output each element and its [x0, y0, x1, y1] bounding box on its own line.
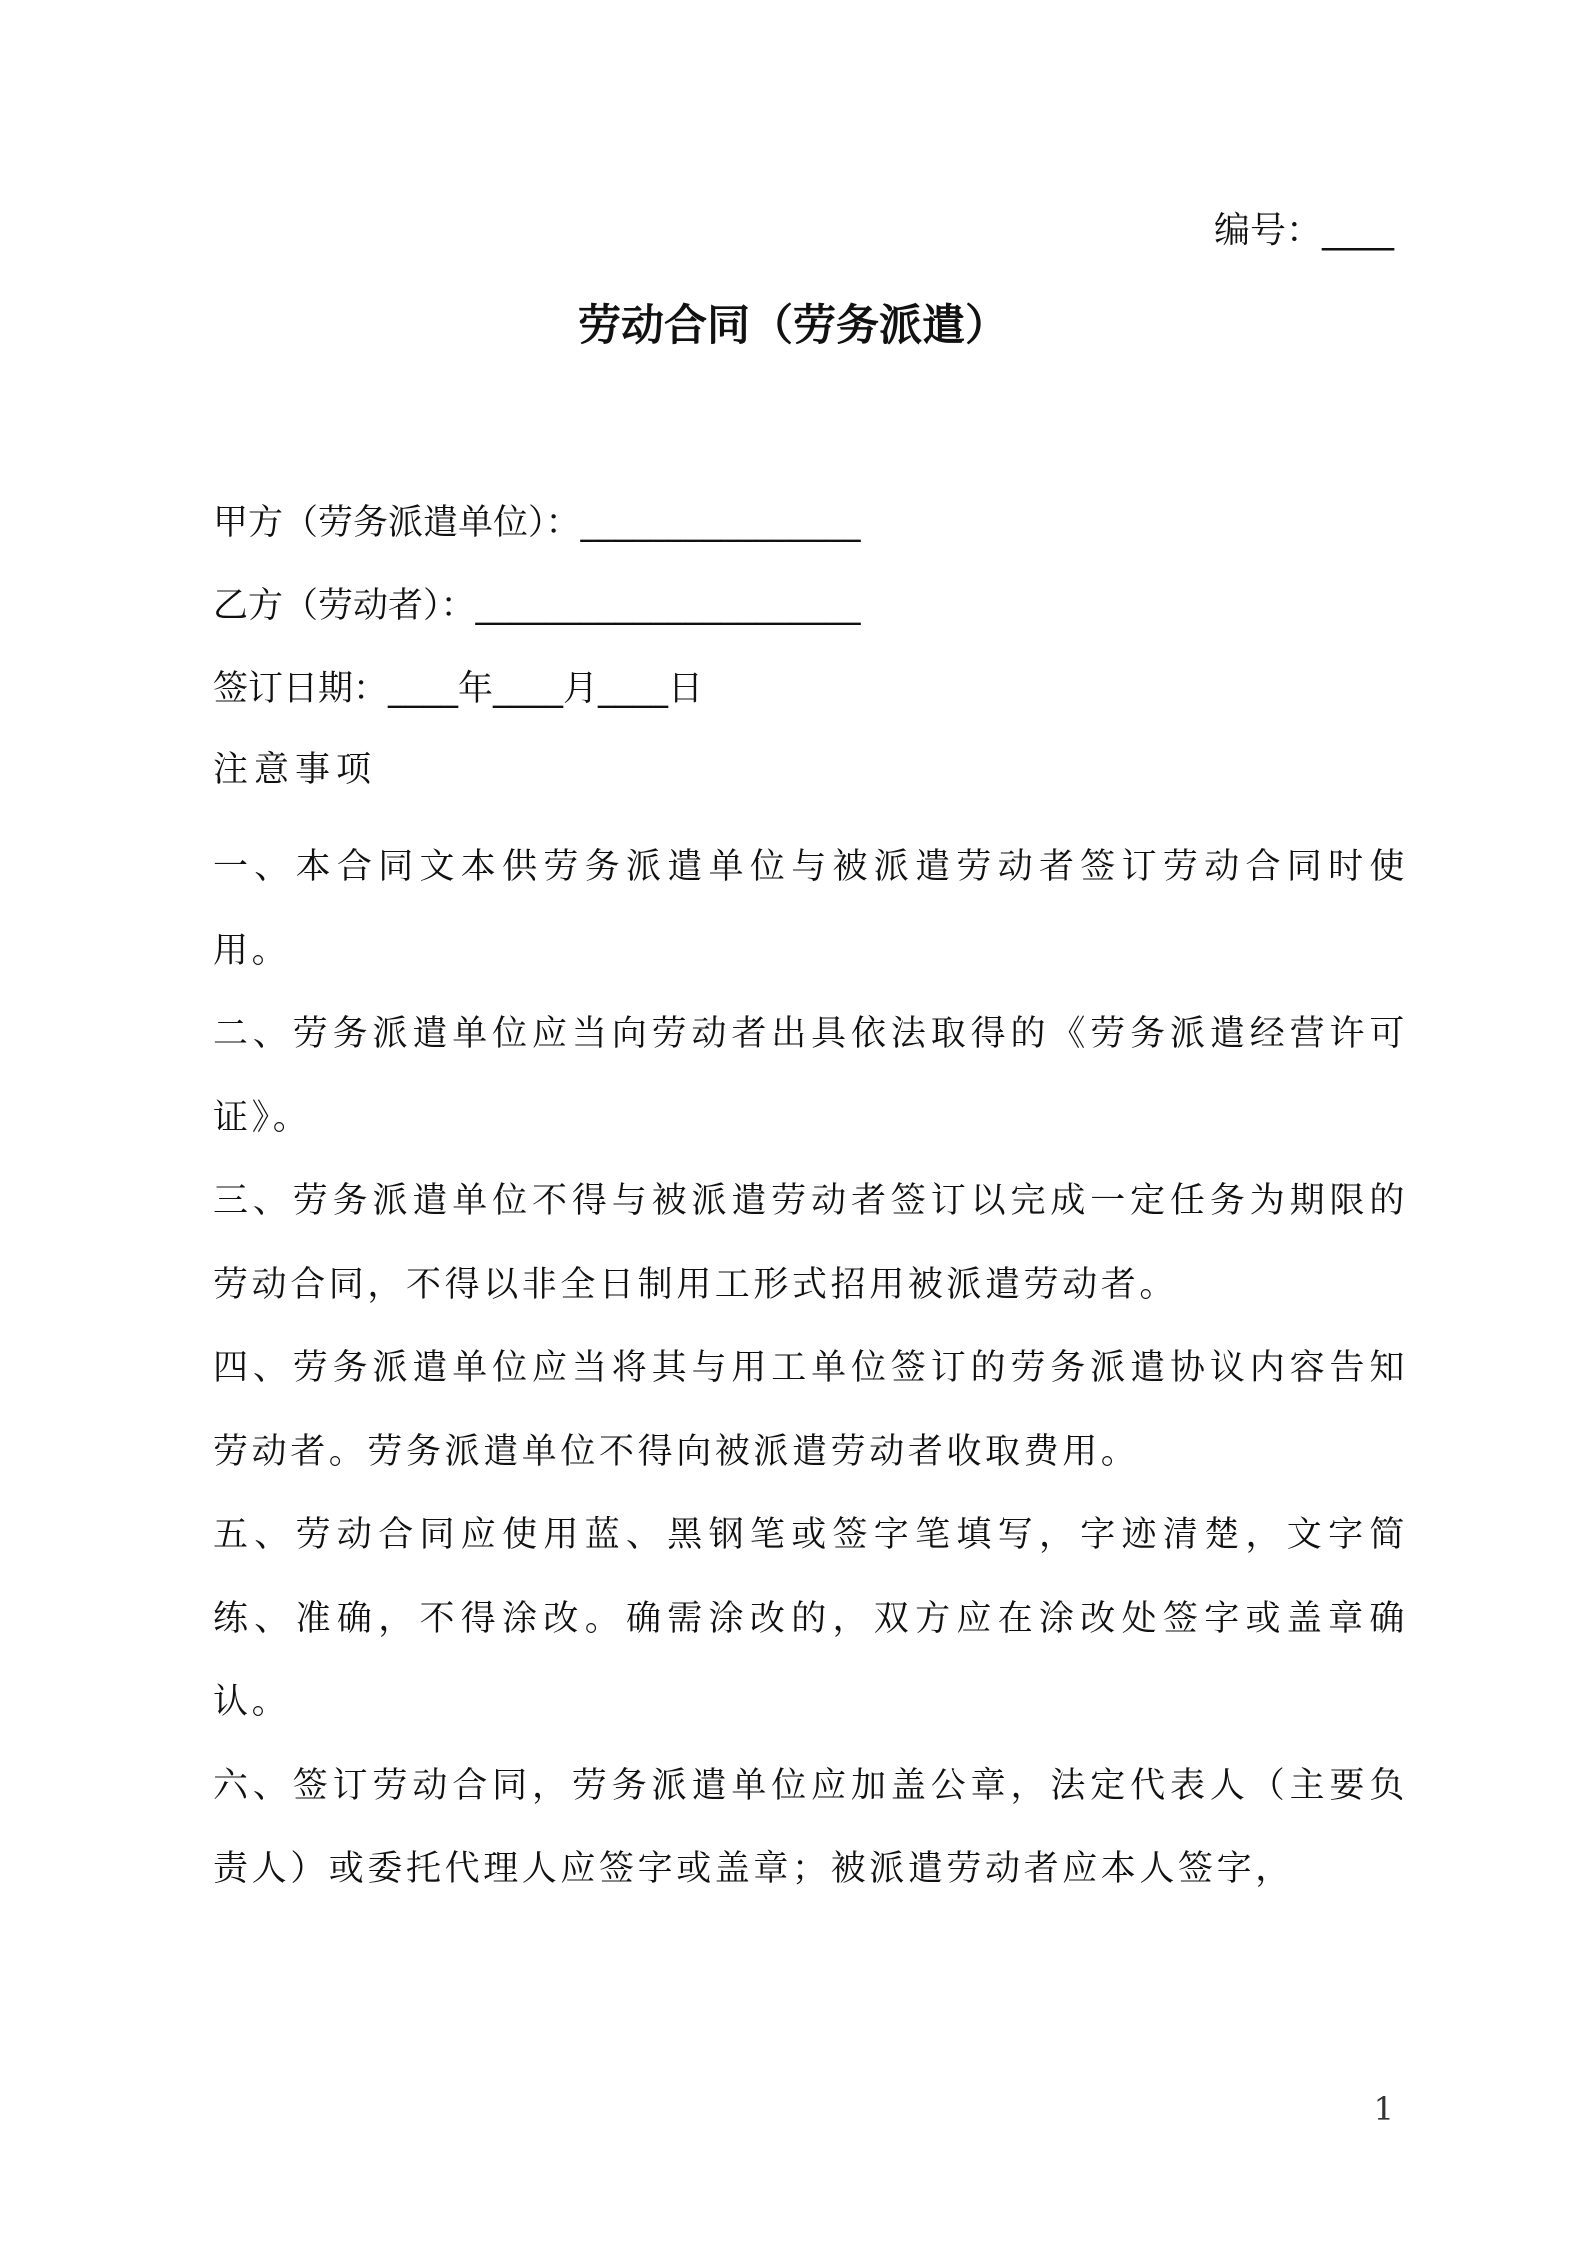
- page-number: 1: [1373, 2090, 1394, 2128]
- note-clause-5: 五、劳动合同应使用蓝、黑钢笔或签字笔填写，字迹清楚，文字简练、准确，不得涂改。确需涂改的，双方应在涂改处签字或盖章确认。: [213, 1515, 1408, 1722]
- note-clause-6: 六、签订劳动合同，劳务派遣单位应加盖公章，法定代表人（主要负责人）或委托代理人应签字或盖章；被派遣劳动者应本人签字，: [213, 1765, 1408, 1889]
- party-a-field: 甲方（劳务派遣单位）：________________: [213, 503, 861, 543]
- note-clause-1: 一、本合同文本供劳务派遣单位与被派遣劳动者签订劳动合同时使用。: [213, 847, 1408, 971]
- note-clause-3: 三、劳务派遣单位不得与被派遣劳动者签订以完成一定任务为期限的劳动合同，不得以非全日制用工形式招用被派遣劳动者。: [213, 1181, 1408, 1305]
- document-title: 劳动合同（劳务派遣）: [578, 301, 1008, 351]
- party-fields: [213, 498, 1403, 747]
- serial-number-field: 编号：____: [1213, 210, 1394, 251]
- notes-heading: 注意事项: [213, 750, 378, 790]
- signing-date-field: 签订日期：____年____月____日: [213, 669, 704, 709]
- note-clause-4: 四、劳务派遣单位应当将其与用工单位签订的劳务派遣协议内容告知劳动者。劳务派遣单位不得向被派遣劳动者收取费用。: [213, 1348, 1408, 1472]
- note-clause-2: 二、劳务派遣单位应当向劳动者出具依法取得的《劳务派遣经营许可证》。: [213, 1014, 1408, 1138]
- party-b-field: 乙方（劳动者）：______________________: [213, 586, 861, 626]
- notes-list: [213, 826, 1408, 1912]
